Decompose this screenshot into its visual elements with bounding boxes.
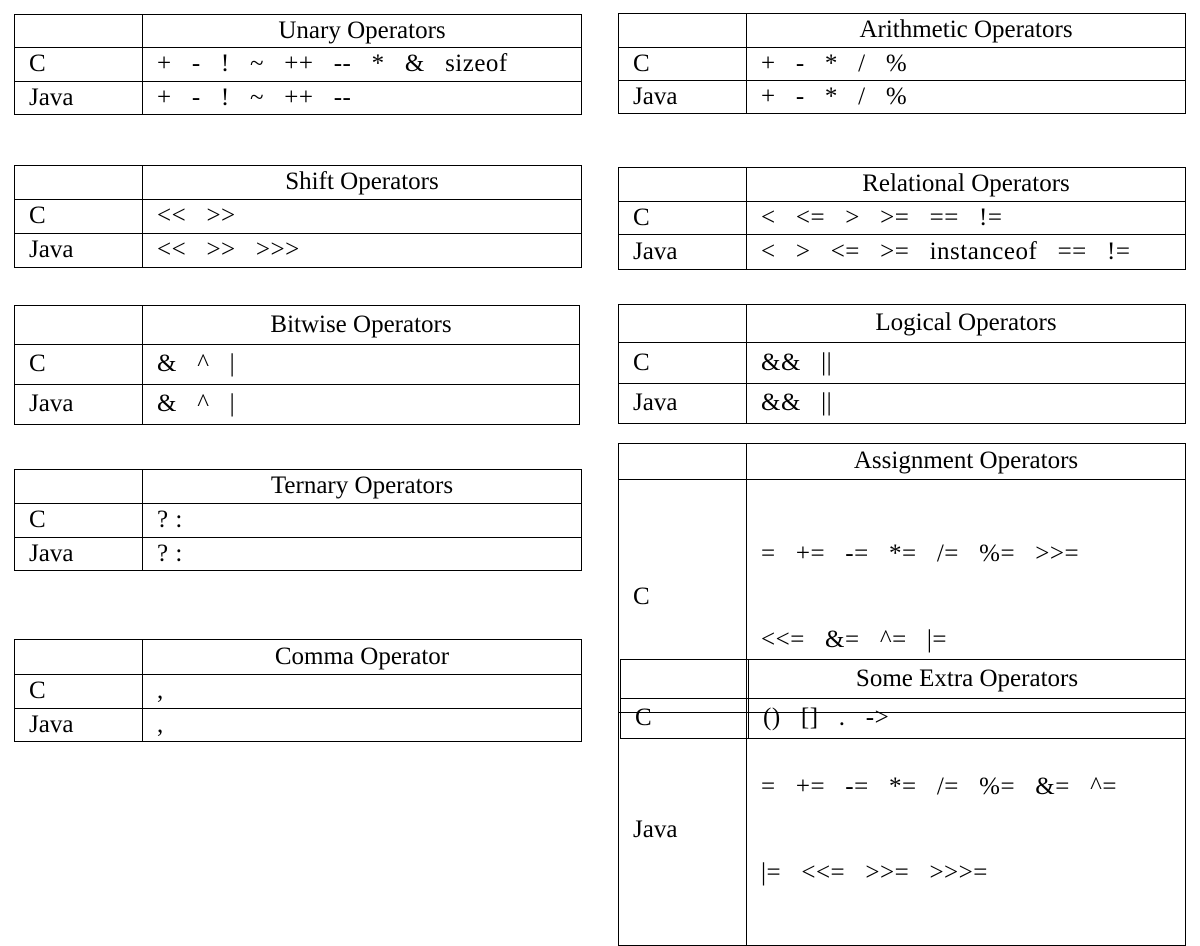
c-operators: + - * / % bbox=[747, 48, 1186, 81]
table-title: Some Extra Operators bbox=[749, 660, 1186, 699]
comma-operator-table bbox=[14, 639, 582, 742]
table-title: Shift Operators bbox=[143, 166, 582, 200]
lang-label-java: Java bbox=[15, 709, 143, 742]
table-title: Unary Operators bbox=[143, 15, 582, 48]
java-operators-line-2: |= <<= >>= >>>= bbox=[761, 858, 988, 886]
java-operators: + - * / % bbox=[747, 81, 1186, 114]
shift-operators-table bbox=[14, 165, 582, 268]
lang-label-c: C bbox=[15, 48, 143, 82]
extra-operators-table bbox=[620, 659, 1186, 739]
lang-label-c: C bbox=[619, 480, 747, 713]
java-operators bbox=[747, 713, 1186, 946]
lang-label-java: Java bbox=[15, 234, 143, 268]
table-title: Assignment Operators bbox=[747, 444, 1186, 480]
c-operators: << >> bbox=[143, 200, 582, 234]
arithmetic-operators-table bbox=[618, 13, 1186, 114]
bitwise-operators-table bbox=[14, 305, 580, 425]
lang-label-c: C bbox=[15, 200, 143, 234]
lang-label-java: Java bbox=[15, 82, 143, 115]
lang-label-c: C bbox=[619, 343, 747, 384]
lang-label-c: C bbox=[15, 504, 143, 538]
relational-operators-table bbox=[618, 167, 1186, 270]
java-operators: << >> >>> bbox=[143, 234, 582, 268]
java-operators: , bbox=[143, 709, 582, 742]
c-operators-line-2: <<= &= ^= |= bbox=[761, 625, 948, 653]
lang-label-java: Java bbox=[15, 538, 143, 571]
table-title: Logical Operators bbox=[747, 305, 1186, 343]
lang-label-java: Java bbox=[15, 385, 143, 425]
lang-label-c: C bbox=[15, 675, 143, 709]
c-operators: && || bbox=[747, 343, 1186, 384]
java-operators: + - ! ~ ++ -- bbox=[143, 82, 582, 115]
java-operators: && || bbox=[747, 384, 1186, 424]
java-operators: < > <= >= instanceof == != bbox=[747, 235, 1186, 270]
table-title: Bitwise Operators bbox=[143, 306, 580, 345]
lang-label-java: Java bbox=[619, 713, 747, 946]
c-operators-line-1: = += -= *= /= %= >>= bbox=[761, 539, 1080, 567]
c-operators: + - ! ~ ++ -- * & sizeof bbox=[143, 48, 582, 82]
table-title: Ternary Operators bbox=[143, 470, 582, 504]
unary-operators-table bbox=[14, 14, 582, 115]
lang-label-c: C bbox=[15, 345, 143, 385]
lang-label-c: C bbox=[619, 48, 747, 81]
table-title: Relational Operators bbox=[747, 168, 1186, 202]
c-operators: < <= > >= == != bbox=[747, 202, 1186, 235]
lang-label-java: Java bbox=[619, 235, 747, 270]
lang-label-c: C bbox=[621, 699, 749, 739]
lang-label-java: Java bbox=[619, 384, 747, 424]
lang-label-c: C bbox=[619, 202, 747, 235]
java-operators: & ^ | bbox=[143, 385, 580, 425]
ternary-operators-table bbox=[14, 469, 582, 571]
table-title: Arithmetic Operators bbox=[747, 14, 1186, 48]
java-operators-line-1: = += -= *= /= %= &= ^= bbox=[761, 772, 1117, 800]
c-operators: ? : bbox=[143, 504, 582, 538]
c-operators: , bbox=[143, 675, 582, 709]
c-operators: & ^ | bbox=[143, 345, 580, 385]
java-operators: ? : bbox=[143, 538, 582, 571]
table-title: Comma Operator bbox=[143, 640, 582, 675]
c-operators: () [] . -> bbox=[749, 699, 1186, 739]
lang-label-java: Java bbox=[619, 81, 747, 114]
logical-operators-table bbox=[618, 304, 1186, 424]
